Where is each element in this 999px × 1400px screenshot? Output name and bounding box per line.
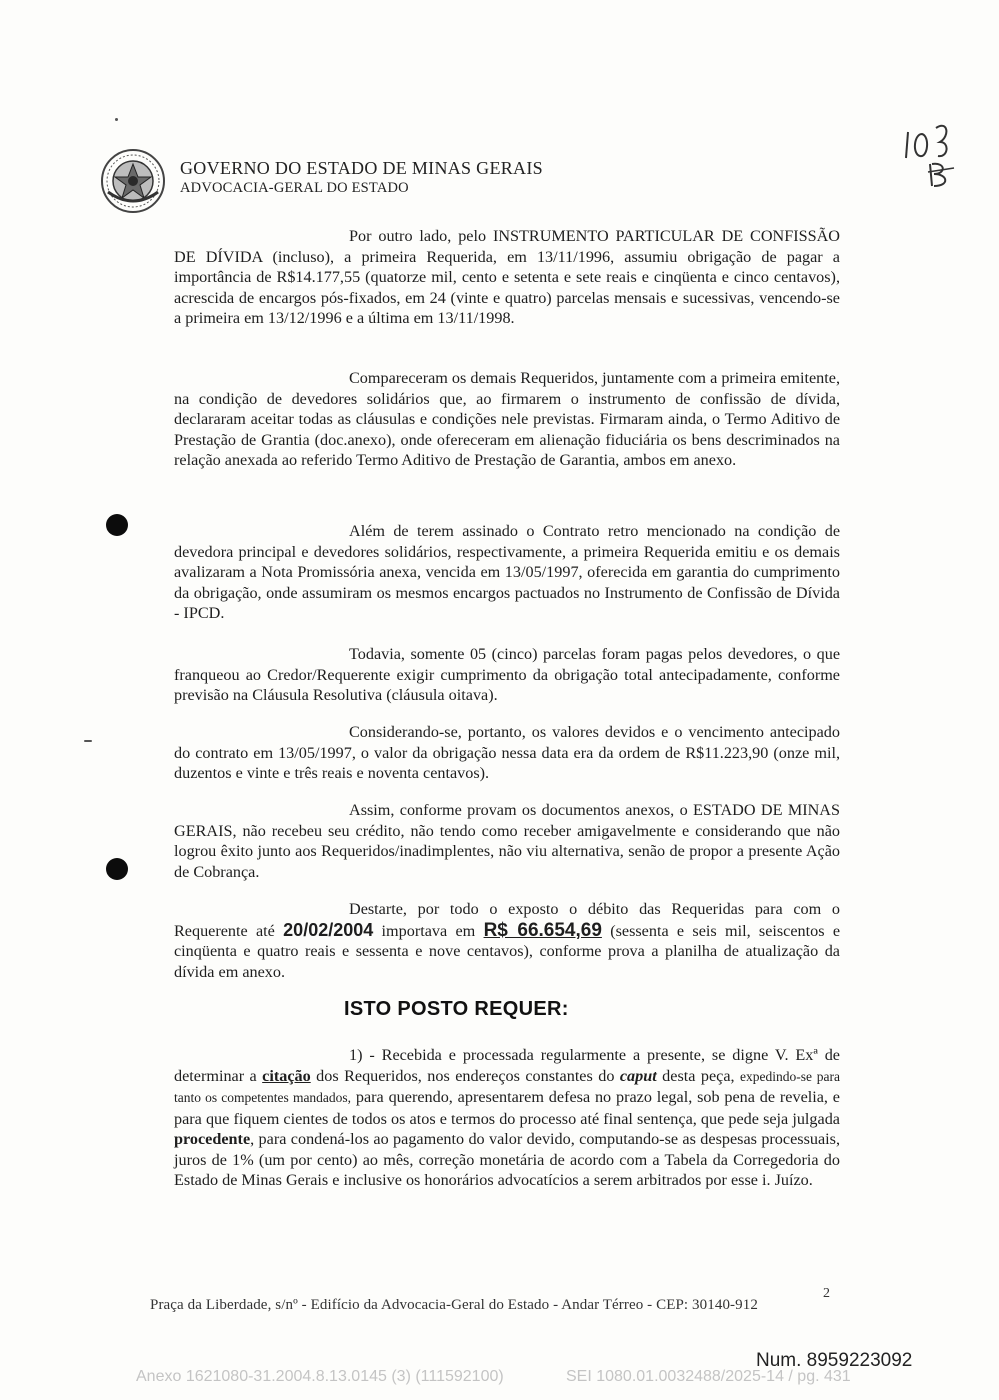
document-number: Num. 8959223092 bbox=[756, 1350, 913, 1371]
keyword-caput: caput bbox=[619, 1066, 657, 1085]
paragraph-promissory-note: Além de terem assinado o Contrato retro mencionado na condição de devedora principal e devedores solidários, respectivamente, a primeira Requerida emitiu e os demais avalizaram a Nota Promissória anexa, vencida em 13/05/1997, oferecida em garantia do cumprimento da obrigação, onde assumiram os mesmos encargos pactuados no Instrumento de Confissão de Dívida - IPCD. bbox=[174, 522, 840, 622]
paragraph-installments-paid: Todavia, somente 05 (cinco) parcelas foram pagas pelos devedores, o que franqueou ao Credor/Requerente exigir cumprimento da obrigação total antecipadamente, conforme previsão na Cláusula Resolutiva (cláusula oitava). bbox=[174, 645, 840, 704]
keyword-procedente: procedente bbox=[174, 1130, 251, 1148]
punch-hole bbox=[106, 514, 128, 536]
paragraph-confession-of-debt: Por outro lado, pelo INSTRUMENTO PARTICULAR DE CONFISSÃO DE DÍVIDA (incluso), a primeira Requerida, em 13/11/1996, assumiu obrigação de pagar a importância de R$14.177,55 (quatorze mil, cento e setenta e sete reais e cinqüenta e cinco centavos), acrescida de encargos pós-fixados, em 24 (vinte e quatro) parcelas mensais e sucessivas, vencendo-se a primeira em 13/12/1996 e a última em 13/11/1998. bbox=[174, 227, 840, 327]
annex-stamp: Anexo 1621080-31.2004.8.13.0145 (3) (111592100) bbox=[136, 1368, 504, 1385]
text-run: , para condená-los ao pagamento do valor devido, computando-se as despesas processuais, juros de 1% (um por cento) ao mês, correção monetária de acordo com a Tabela da Corregedoria do Estado de Minas Gerais e inclusive os honorários advocatícios a serem arbitrados por esse i. Juízo. bbox=[174, 1130, 840, 1189]
scan-speck bbox=[115, 118, 118, 121]
text-run: dos Requeridos, nos endereços constantes do bbox=[310, 1066, 620, 1085]
text-run: (sessenta e seis mil, seiscentos e cinqüenta e quatro reais e sessenta e nove centavos), conforme prova a planilha de atualização da dívida em anexo. bbox=[174, 921, 841, 981]
paragraph-joint-debtors: Compareceram os demais Requeridos, juntamente com a primeira emitente, na condição de devedores solidários que, ao firmarem o instrumento de confissão de dívida, declararam aceitar todas as cláusulas e condições nele previstas. Firmaram ainda, o Termo Aditivo de Prestação de Grantia (doc.anexo), onde ofereceram em alienação fiduciária os bens descriminados na relação anexada ao referido Termo Aditivo de Prestação de Garantia, ambos em anexo. bbox=[174, 369, 840, 469]
scan-speck bbox=[84, 740, 92, 742]
text-run: Destarte, por todo o exposto o débito das Requeridas para com o Requerente até bbox=[174, 900, 840, 940]
paragraph-obligation-value: Considerando-se, portanto, os valores devidos e o vencimento antecipado do contrato em 13/05/1997, o valor da obrigação nessa data era da ordem de R$11.223,90 (onze mil, duzentos e vinte e três reais e noventa centavos). bbox=[174, 723, 840, 782]
page-number: 2 bbox=[823, 1286, 830, 1301]
keyword-citacao: citação bbox=[262, 1066, 311, 1085]
paragraph-collection-action: Assim, conforme provam os documentos anexos, o ESTADO DE MINAS GERAIS, não recebeu seu crédito, não tendo como receber amigavelmente e considerando que não logrou êxito junto aos Requeridos/inadimplentes, não viu alternativa, senão de propor a presente Ação de Cobrança. bbox=[174, 801, 840, 881]
debt-amount: R$ 66.654,69 bbox=[483, 919, 602, 941]
text-run-small: expedindo-se para tanto os competentes mandados, bbox=[174, 1068, 840, 1105]
paragraph-updated-debt bbox=[174, 899, 840, 982]
state-coat-of-arms-icon bbox=[100, 148, 166, 214]
text-run: para querendo, apresentarem defesa no prazo legal, sob pena de revelia, e para que fiquem cientes de todos os atos e termos do processo até final sentença, que pede seja julgada bbox=[174, 1088, 840, 1128]
text-run: 1) - Recebida e processada regularmente a presente, se digne V. Exª de determinar a bbox=[174, 1046, 840, 1085]
handwritten-folio-icon bbox=[888, 112, 968, 192]
punch-hole bbox=[106, 858, 128, 880]
text-run: importava em bbox=[373, 921, 484, 940]
footer-address: Praça da Liberdade, s/nº - Edifício da Advocacia-Geral do Estado - Andar Térreo - CEP: 30140-912 bbox=[150, 1297, 758, 1313]
paragraph-request-citation bbox=[174, 1045, 840, 1191]
agency-title: GOVERNO DO ESTADO DE MINAS GERAIS bbox=[180, 158, 543, 178]
sei-stamp: SEI 1080.01.0032488/2025-14 / pg. 431 bbox=[566, 1368, 851, 1385]
debt-date: 20/02/2004 bbox=[283, 919, 374, 940]
text-run: desta peça, bbox=[656, 1066, 741, 1085]
section-heading: ISTO POSTO REQUER: bbox=[344, 998, 569, 1020]
agency-subtitle: ADVOCACIA-GERAL DO ESTADO bbox=[180, 180, 409, 196]
